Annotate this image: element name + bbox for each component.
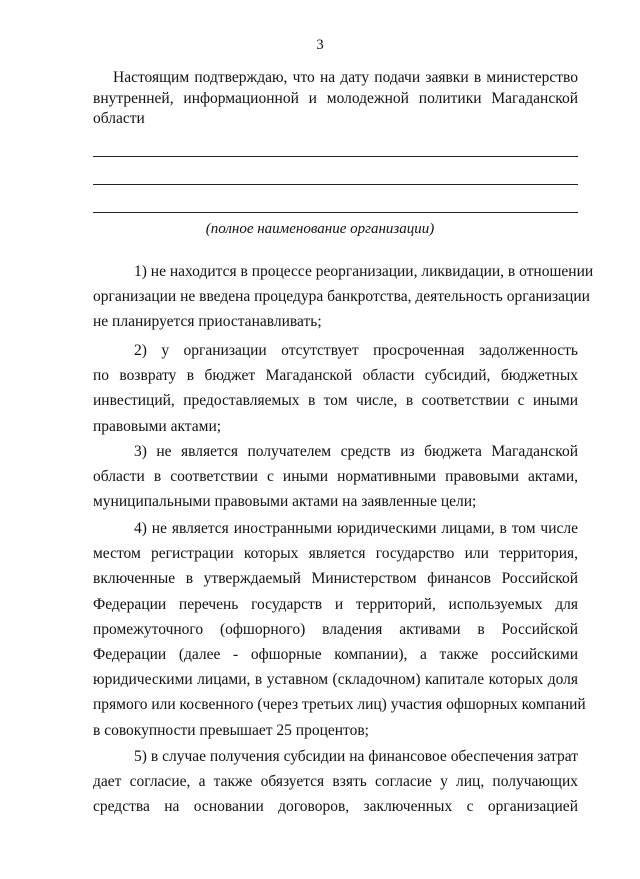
organization-name-blank-line	[93, 184, 578, 185]
condition-paragraph-5	[93, 744, 578, 820]
paragraph-line: средства на основании договоров, заключенных с организацией	[93, 798, 578, 816]
intro-line: области	[93, 110, 145, 127]
paragraph-line: включенные в утверждаемый Министерством финансов Российской	[93, 570, 578, 588]
paragraph-line: юридическими лицами, в уставном (складочном) капитале которых доля	[93, 671, 578, 689]
condition-paragraph-3	[93, 439, 578, 515]
paragraph-line: 5) в случае получения субсидии на финансовое обеспечения затрат	[134, 748, 578, 765]
intro-line: Настоящим подтверждаю, что на дату подачи заявки в министерство	[113, 69, 578, 86]
paragraph-line: по возврату в бюджет Магаданской области субсидий, бюджетных	[93, 367, 578, 385]
paragraph-line: прямого или косвенного (через третьих лиц) участия офшорных компаний	[93, 696, 586, 714]
paragraph-line: правовыми актами;	[93, 417, 222, 435]
paragraph-line: 3) не является получателем средств из бюджета Магаданской	[134, 443, 578, 460]
paragraph-line: не планируется приостанавливать;	[93, 313, 322, 331]
paragraph-line: Федерации перечень государств и территорий, используемых для	[93, 595, 578, 613]
paragraph-line: муниципальными правовыми актами на заявленные цели;	[93, 493, 477, 511]
organization-name-blank-line	[93, 156, 578, 157]
organization-name-blank-line	[93, 212, 578, 213]
intro-line: внутренней, информационной и молодежной политики Магаданской	[93, 89, 578, 107]
paragraph-line: 1) не находится в процессе реорганизации, ликвидации, в отношении	[134, 263, 594, 280]
paragraph-line: организации не введена процедура банкротства, деятельность организации	[93, 288, 590, 306]
paragraph-line: дает согласие, а также обязуется взять согласие у лиц, получающих	[93, 773, 578, 791]
page-number: 3	[316, 37, 324, 53]
paragraph-line: промежуточного (офшорного) владения активами в Российской	[93, 620, 578, 638]
paragraph-line: 4) не является иностранными юридическими лицами, в том числе	[134, 520, 578, 537]
condition-paragraph-1	[93, 259, 594, 335]
paragraph-line: инвестиций, предоставляемых в том числе, в соответствии с иными	[93, 392, 578, 410]
paragraph-line: в совокупности превышает 25 процентов;	[93, 721, 369, 739]
paragraph-line: области в соответствии с иными нормативными правовыми актами,	[93, 468, 578, 486]
condition-paragraph-2	[93, 338, 578, 439]
intro-paragraph	[93, 68, 578, 130]
paragraph-line: Федерации (далее - офшорные компании), а также российскими	[93, 645, 578, 663]
paragraph-line: 2) у организации отсутствует просроченная задолженность	[134, 342, 578, 359]
organization-name-caption: (полное наименование организации)	[205, 221, 435, 237]
paragraph-line: местом регистрации которых является государство или территория,	[93, 545, 578, 563]
condition-paragraph-4	[93, 516, 586, 743]
